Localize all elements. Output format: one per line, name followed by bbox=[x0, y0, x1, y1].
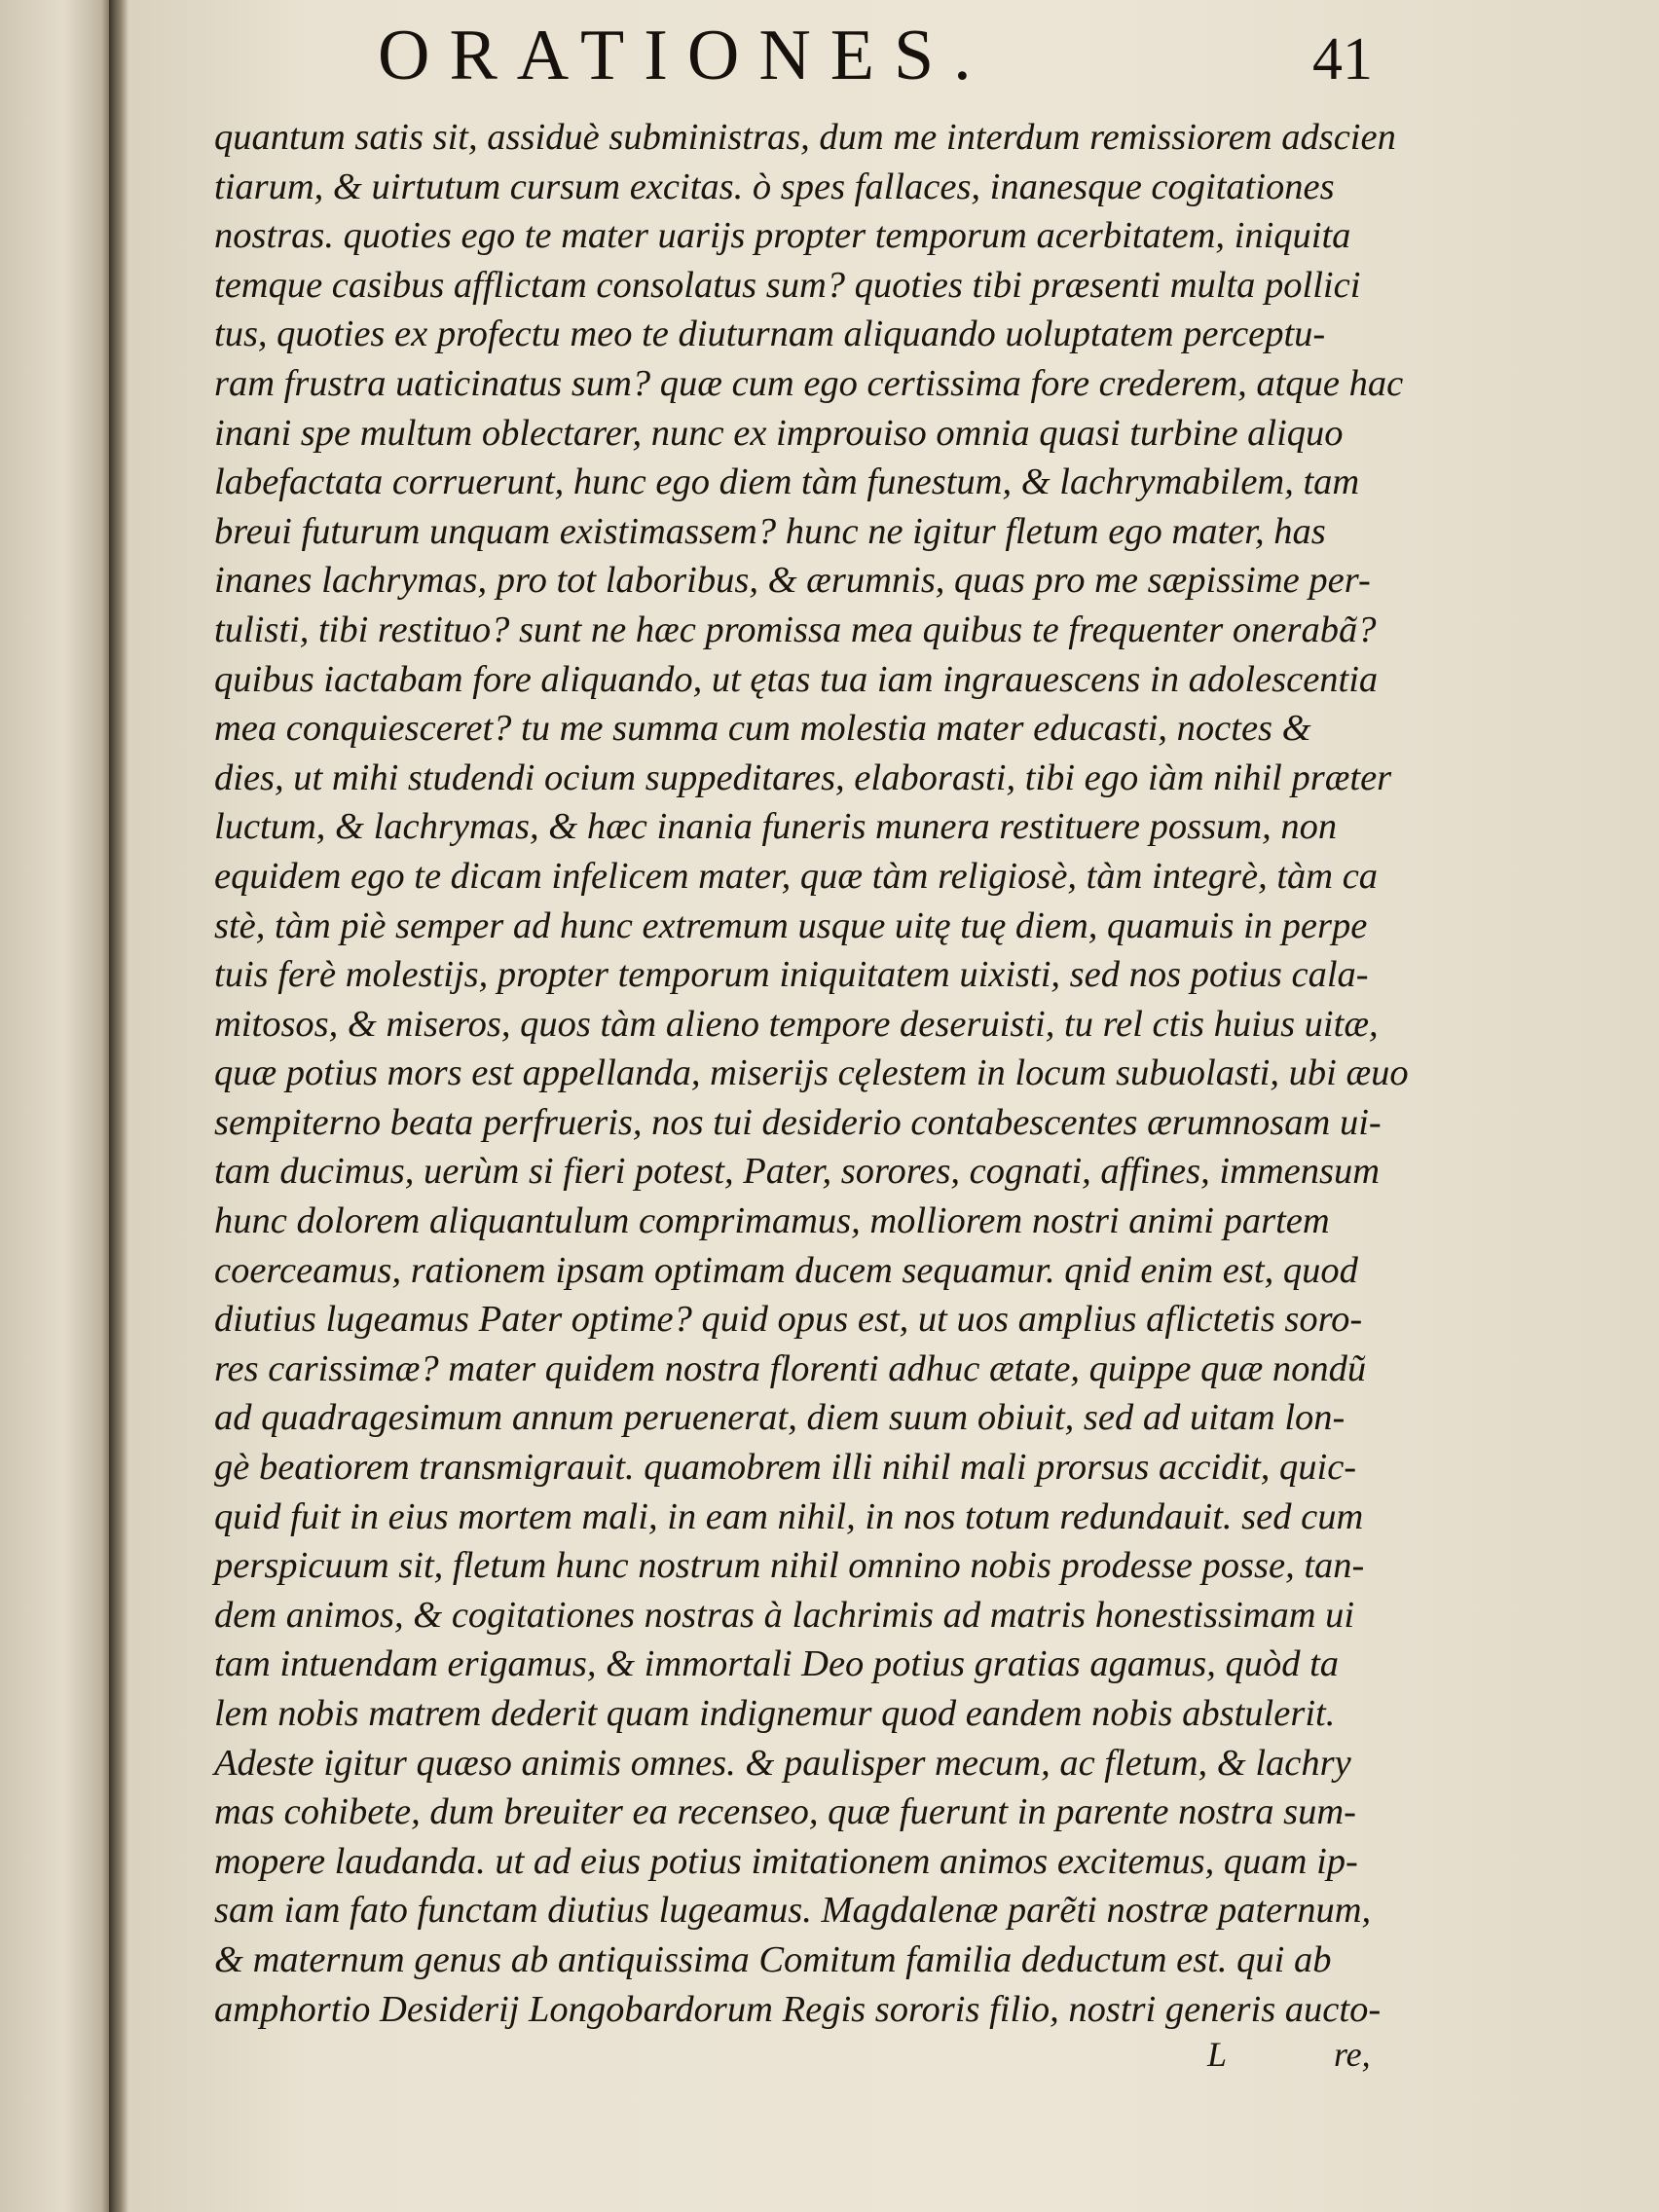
text-line: ad quadragesimum annum peruenerat, diem suum obiuit, sed ad uitam lon- bbox=[214, 1397, 1346, 1439]
text-line: dem animos, & cogitationes nostras à lachrimis ad matris honestissimam ui bbox=[214, 1594, 1355, 1636]
text-line: nostras. quoties ego te mater uarijs propter temporum acerbitatem, iniquita bbox=[214, 215, 1351, 257]
running-head bbox=[214, 16, 1480, 107]
text-line: sempiterno beata perfrueris, nos tui desiderio contabescentes ærumnosam ui- bbox=[214, 1101, 1382, 1143]
signature-mark: L bbox=[1207, 2035, 1228, 2075]
text-line: quantum satis sit, assiduè subministras, dum me interdum remissiorem adscien bbox=[214, 117, 1396, 158]
text-line: perspicuum sit, fletum hunc nostrum nihil omnino nobis prodesse posse, tan- bbox=[214, 1545, 1365, 1587]
text-line: ram frustra uaticinatus sum? quæ cum ego certissima fore crederem, atque hac bbox=[214, 362, 1404, 404]
text-line: labefactata corruerunt, hunc ego diem tàm funestum, & lachrymabilem, tam bbox=[214, 461, 1360, 503]
text-line: tam ducimus, uerùm si fieri potest, Pater, sorores, cognati, affines, immensum bbox=[214, 1151, 1380, 1193]
catchword-row bbox=[214, 2034, 1480, 2083]
text-line: quæ potius mors est appellanda, miserijs cęlestem in locum subuolasti, ubi æuo bbox=[214, 1052, 1409, 1094]
text-line: quibus iactabam fore aliquando, ut ętas tua iam ingrauescens in adolescentia bbox=[214, 658, 1379, 700]
text-line: inanes lachrymas, pro tot laboribus, & ærumnis, quas pro me sæpissime per- bbox=[214, 560, 1371, 602]
text-line: lem nobis matrem dederit quam indignemur quod eandem nobis abstulerit. bbox=[214, 1693, 1336, 1734]
book-gutter bbox=[109, 0, 129, 2212]
text-line: inani spe multum oblectarer, nunc ex improuiso omnia quasi turbine aliquo bbox=[214, 412, 1344, 454]
text-line: breui futurum unquam existimassem? hunc ne igitur fletum ego mater, has bbox=[214, 510, 1326, 552]
text-line: coerceamus, rationem ipsam optimam ducem sequamur. qnid enim est, quod bbox=[214, 1249, 1358, 1291]
text-line: tuis ferè molestijs, propter temporum iniquitatem uixisti, sed nos potius cala- bbox=[214, 954, 1369, 996]
text-line: Adeste igitur quæso animis omnes. & paulisper mecum, ac fletum, & lachry bbox=[214, 1742, 1351, 1784]
text-line: tam intuendam erigamus, & immortali Deo potius gratias agamus, quòd ta bbox=[214, 1643, 1340, 1685]
text-line: tus, quoties ex profectu meo te diuturnam aliquando uoluptatem perceptu- bbox=[214, 313, 1326, 355]
text-line: hunc dolorem aliquantulum comprimamus, molliorem nostri animi partem bbox=[214, 1200, 1330, 1242]
text-line: quid fuit in eius mortem mali, in eam nihil, in nos totum redundauit. sed cum bbox=[214, 1495, 1364, 1537]
text-line: mitosos, & miseros, quos tàm alieno tempore deseruisti, tu rel ctis huius uitæ, bbox=[214, 1003, 1379, 1045]
text-block bbox=[214, 113, 1480, 2034]
text-line: gè beatiorem transmigrauit. quamobrem illi nihil mali prorsus accidit, quic- bbox=[214, 1447, 1357, 1489]
text-line: temque casibus afflictam consolatus sum? quoties tibi præsenti multa pollici bbox=[214, 264, 1361, 306]
text-line: mas cohibete, dum breuiter ea recenseo, quæ fuerunt in parente nostra sum- bbox=[214, 1791, 1356, 1833]
text-line: luctum, & lachrymas, & hæc inania funeris munera restituere possum, non bbox=[214, 806, 1338, 848]
text-line: mopere laudanda. ut ad eius potius imitationem animos excitemus, quam ip- bbox=[214, 1840, 1358, 1882]
text-line: amphortio Desiderij Longobardorum Regis sororis filio, nostri generis aucto- bbox=[214, 1988, 1382, 2030]
running-title: ORATIONES. bbox=[378, 16, 991, 95]
page-content bbox=[214, 16, 1480, 2083]
catchword: re, bbox=[1334, 2035, 1371, 2075]
text-line: diutius lugeamus Pater optime? quid opus est, ut uos amplius aflictetis soro- bbox=[214, 1299, 1363, 1341]
text-line: equidem ego te dicam infelicem mater, quæ tàm religiosè, tàm integrè, tàm ca bbox=[214, 855, 1379, 897]
text-line: & maternum genus ab antiquissima Comitum familia deductum est. qui ab bbox=[214, 1938, 1332, 1980]
page-number: 41 bbox=[1312, 26, 1373, 92]
text-line: tulisti, tibi restituo? sunt ne hæc promissa mea quibus te frequenter onerabã? bbox=[214, 608, 1377, 650]
text-line: mea conquiesceret? tu me summa cum molestia mater educasti, noctes & bbox=[214, 708, 1311, 750]
facing-page-edge bbox=[0, 0, 115, 2212]
text-line: tiarum, & uirtutum cursum excitas. ò spes fallaces, inanesque cogitationes bbox=[214, 166, 1335, 207]
text-line: dies, ut mihi studendi ocium suppeditares, elaborasti, tibi ego iàm nihil præter bbox=[214, 756, 1392, 798]
text-line: res carissimæ? mater quidem nostra florenti adhuc ætate, quippe quæ nondũ bbox=[214, 1347, 1367, 1389]
text-line: sam iam fato functam diutius lugeamus. Magdalenæ parẽti nostræ paternum, bbox=[214, 1890, 1372, 1932]
text-line: stè, tàm piè semper ad hunc extremum usque uitę tuę diem, quamuis in perpe bbox=[214, 904, 1368, 946]
